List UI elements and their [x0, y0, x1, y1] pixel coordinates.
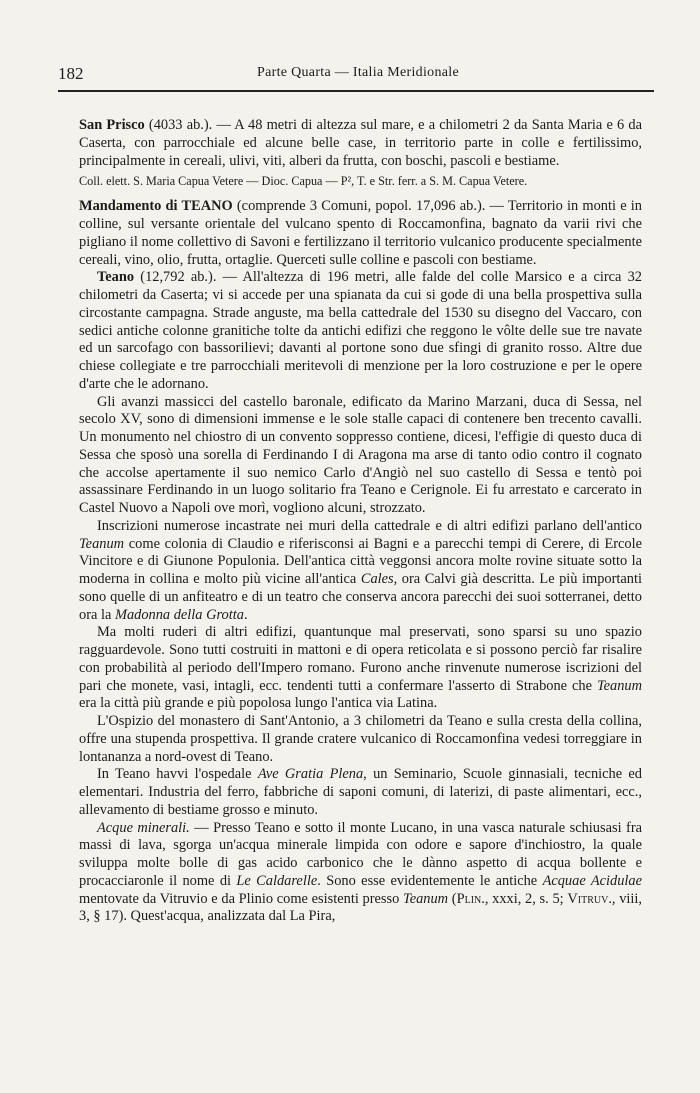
section-title: Acque minerali. — [97, 819, 190, 836]
page-number: 182 — [58, 64, 84, 83]
text-run: mentovate da Vitruvio e da Plinio come esistenti presso — [79, 890, 404, 907]
entry-heading: Mandamento di TEANO — [79, 198, 233, 215]
header-rule — [58, 90, 654, 92]
entry-heading: Teano — [97, 269, 135, 286]
entry-text: (comprende 3 Comuni, popol. 17,096 ab.). — Territorio in monti e in colline, sul versante orientale del vulcano spento di Roccamonfina, bagnato da varii rivi che pigliano il nome collettivo di Savoni e fertilizzano il territorio vulcanico producente specialmente cereali, vino, olio, frutta, ortaglie. Querceti sulle colline e pascoli con bestiame. — [79, 198, 642, 268]
text-run: . — [243, 606, 248, 623]
italic-term: Ave Gratia Plena — [257, 766, 364, 783]
text-run: . Sono esse evidentemente le antiche — [317, 872, 543, 889]
paragraph-mandamento — [79, 198, 642, 269]
italic-term: Teanum — [79, 535, 125, 552]
electoral-note: Coll. elett. S. Maria Capua Vetere — Dioc. Capua — P², T. e Str. ferr. a S. M. Capua Vetere. — [79, 174, 528, 189]
paragraph-castello: Gli avanzi massicci del castello baronale, edificato da Marino Marzani, duca di Sessa, nel secolo XV, sono di dimensioni immense e le sole stalle capaci di contenere ben trecento cavalli. Un monumento nel chiostro di un convento soppresso contiene, dicesi, l'effigie di questo duca di Sessa che sposò una sorella di Ferdinando I di Aragona ma arse di tanto odio contro il cognato che accolse apertamente il suo nemico Carlo d'Angiò nel suo castello di Sessa e tentò poi assassinare Ferdinando in un luogo solitario fra Teano e Cerignole. Ei fu arrestato e carcerato in Castel Nuovo a Napoli ove morì, vogliono alcuni, strozzato. — [79, 393, 642, 516]
paragraph-acque-minerali — [79, 820, 642, 927]
paragraph-san-prisco — [79, 117, 642, 170]
citation-author: Vitruv. — [567, 890, 612, 907]
paragraph-iscrizioni — [79, 518, 642, 625]
italic-term: Le Caldarelle — [236, 872, 318, 889]
italic-term: Acquae Acidulae — [542, 872, 642, 889]
italic-term: Cales — [360, 571, 394, 587]
entry-text: (4033 ab.). — A 48 metri di altezza sul mare, e a chilometri 2 da Santa Maria e 6 da Caserta, con parrocchiale ed alcune belle case, in territorio parte in colle e fertilissimo, principalmente in cereali, ulivi, viti, alberi da frutta, con boschi, pascoli e bestiame. — [79, 117, 642, 169]
citation-author: Plin. — [456, 890, 485, 907]
paragraph-teano — [79, 269, 642, 393]
text-run: Ma molti ruderi di altri edifizi, quantunque mal preservati, sono sparsi su uno spazio ragguardevole. Sono tutti costruiti in mattoni e di opera reticolata e si possono perciò far risalire con probabilità al periodo dell'Impero romano. Furono anche rinvenute numerose iscrizioni del pari che monete, vasi, intagli, ecc. tendenti tutti a confermare l'asserto di Strabone che — [79, 624, 642, 694]
text-run: era la città più grande e più popolosa lungo l'antica via Latina. — [79, 695, 438, 712]
text-run: come colonia di Claudio e riferisconsi ai Bagni e a parecchi tempi di Cerere, di Ercole Vincitore e di Giunone Populonia. Dell'antica città veggonsi ancora molte rovine situate sotto la moderna in collina e molto più vicine all'antica — [79, 535, 642, 587]
page-body — [79, 117, 642, 926]
text-run: — Presso Teano e sotto il monte Lucano, in una vasca naturale schiusasi fra massi di lava, sgorga un'acqua minerale limpida con odore e sapore d'inchiostro, la quale sviluppa molte bolle di gas acido carbonico che le dànno aspetto di acqua bollente e procacciaronle il nome di — [79, 819, 643, 889]
entry-heading: San Prisco — [79, 117, 145, 133]
text-run: , ora Calvi già descritta. Le più importanti sono quelle di un anfiteatro e di un teatro che conserva ancora parecchi dei suoi sotterranei, detto ora la — [79, 571, 642, 623]
paragraph-ospedale — [79, 766, 642, 819]
italic-term: Madonna della Grotta — [114, 606, 244, 623]
entry-text: (12,792 ab.). — All'altezza di 196 metri, alle falde del colle Marsico e a circa 32 chilometri da Caserta; vi si accede per una spianata da cui si gode di una bella prospettiva sulla circostante campagna. Strade anguste, ma bella cattedrale del 1530 su disegno del Vaccaro, con sedici antiche colonne granitiche tolte da antichi edifizi che reggono le vôlte delle sue tre navate ed un sarcofago con bassorilievi; davanti al portone sono due sfingi di granito rosso. Altre due chiese collegiate e tre parrocchiali meritevoli di menzione per la loro costruzione e per le opere d'arte che le adornano. — [79, 269, 642, 392]
paragraph-ruderi — [79, 624, 642, 713]
running-title: Parte Quarta — Italia Meridionale — [257, 65, 459, 80]
text-run: In Teano havvi l'ospedale — [97, 766, 258, 783]
page-header — [58, 64, 658, 86]
text-run: , xxxi, 2, s. 5; — [484, 890, 568, 907]
italic-term: Teanum — [403, 890, 449, 907]
text-run: , viii, 3, § 17). Quest'acqua, analizzata dal La Pira, — [79, 890, 643, 925]
text-run: , un Seminario, Scuole ginnasiali, tecniche ed elementari. Industria del ferro, fabbriche di saponi comuni, di laterizi, di paste alimentari, ecc., allevamento di bestiame grosso e minuto. — [79, 766, 642, 818]
text-run: ( — [448, 890, 457, 907]
text-run: Inscrizioni numerose incastrate nei muri della cattedrale e di altri edifizi parlano dell'antico — [97, 517, 642, 534]
italic-term: Teanum — [596, 677, 642, 694]
paragraph-ospizio: L'Ospizio del monastero di Sant'Antonio, a 3 chilometri da Teano e sulla cresta della collina, offre una stupenda prospettiva. Il grande cratere vulcanico di Roccamonfina vedesi torreggiare in lontananza a nord-ovest di Teano. — [79, 713, 642, 765]
